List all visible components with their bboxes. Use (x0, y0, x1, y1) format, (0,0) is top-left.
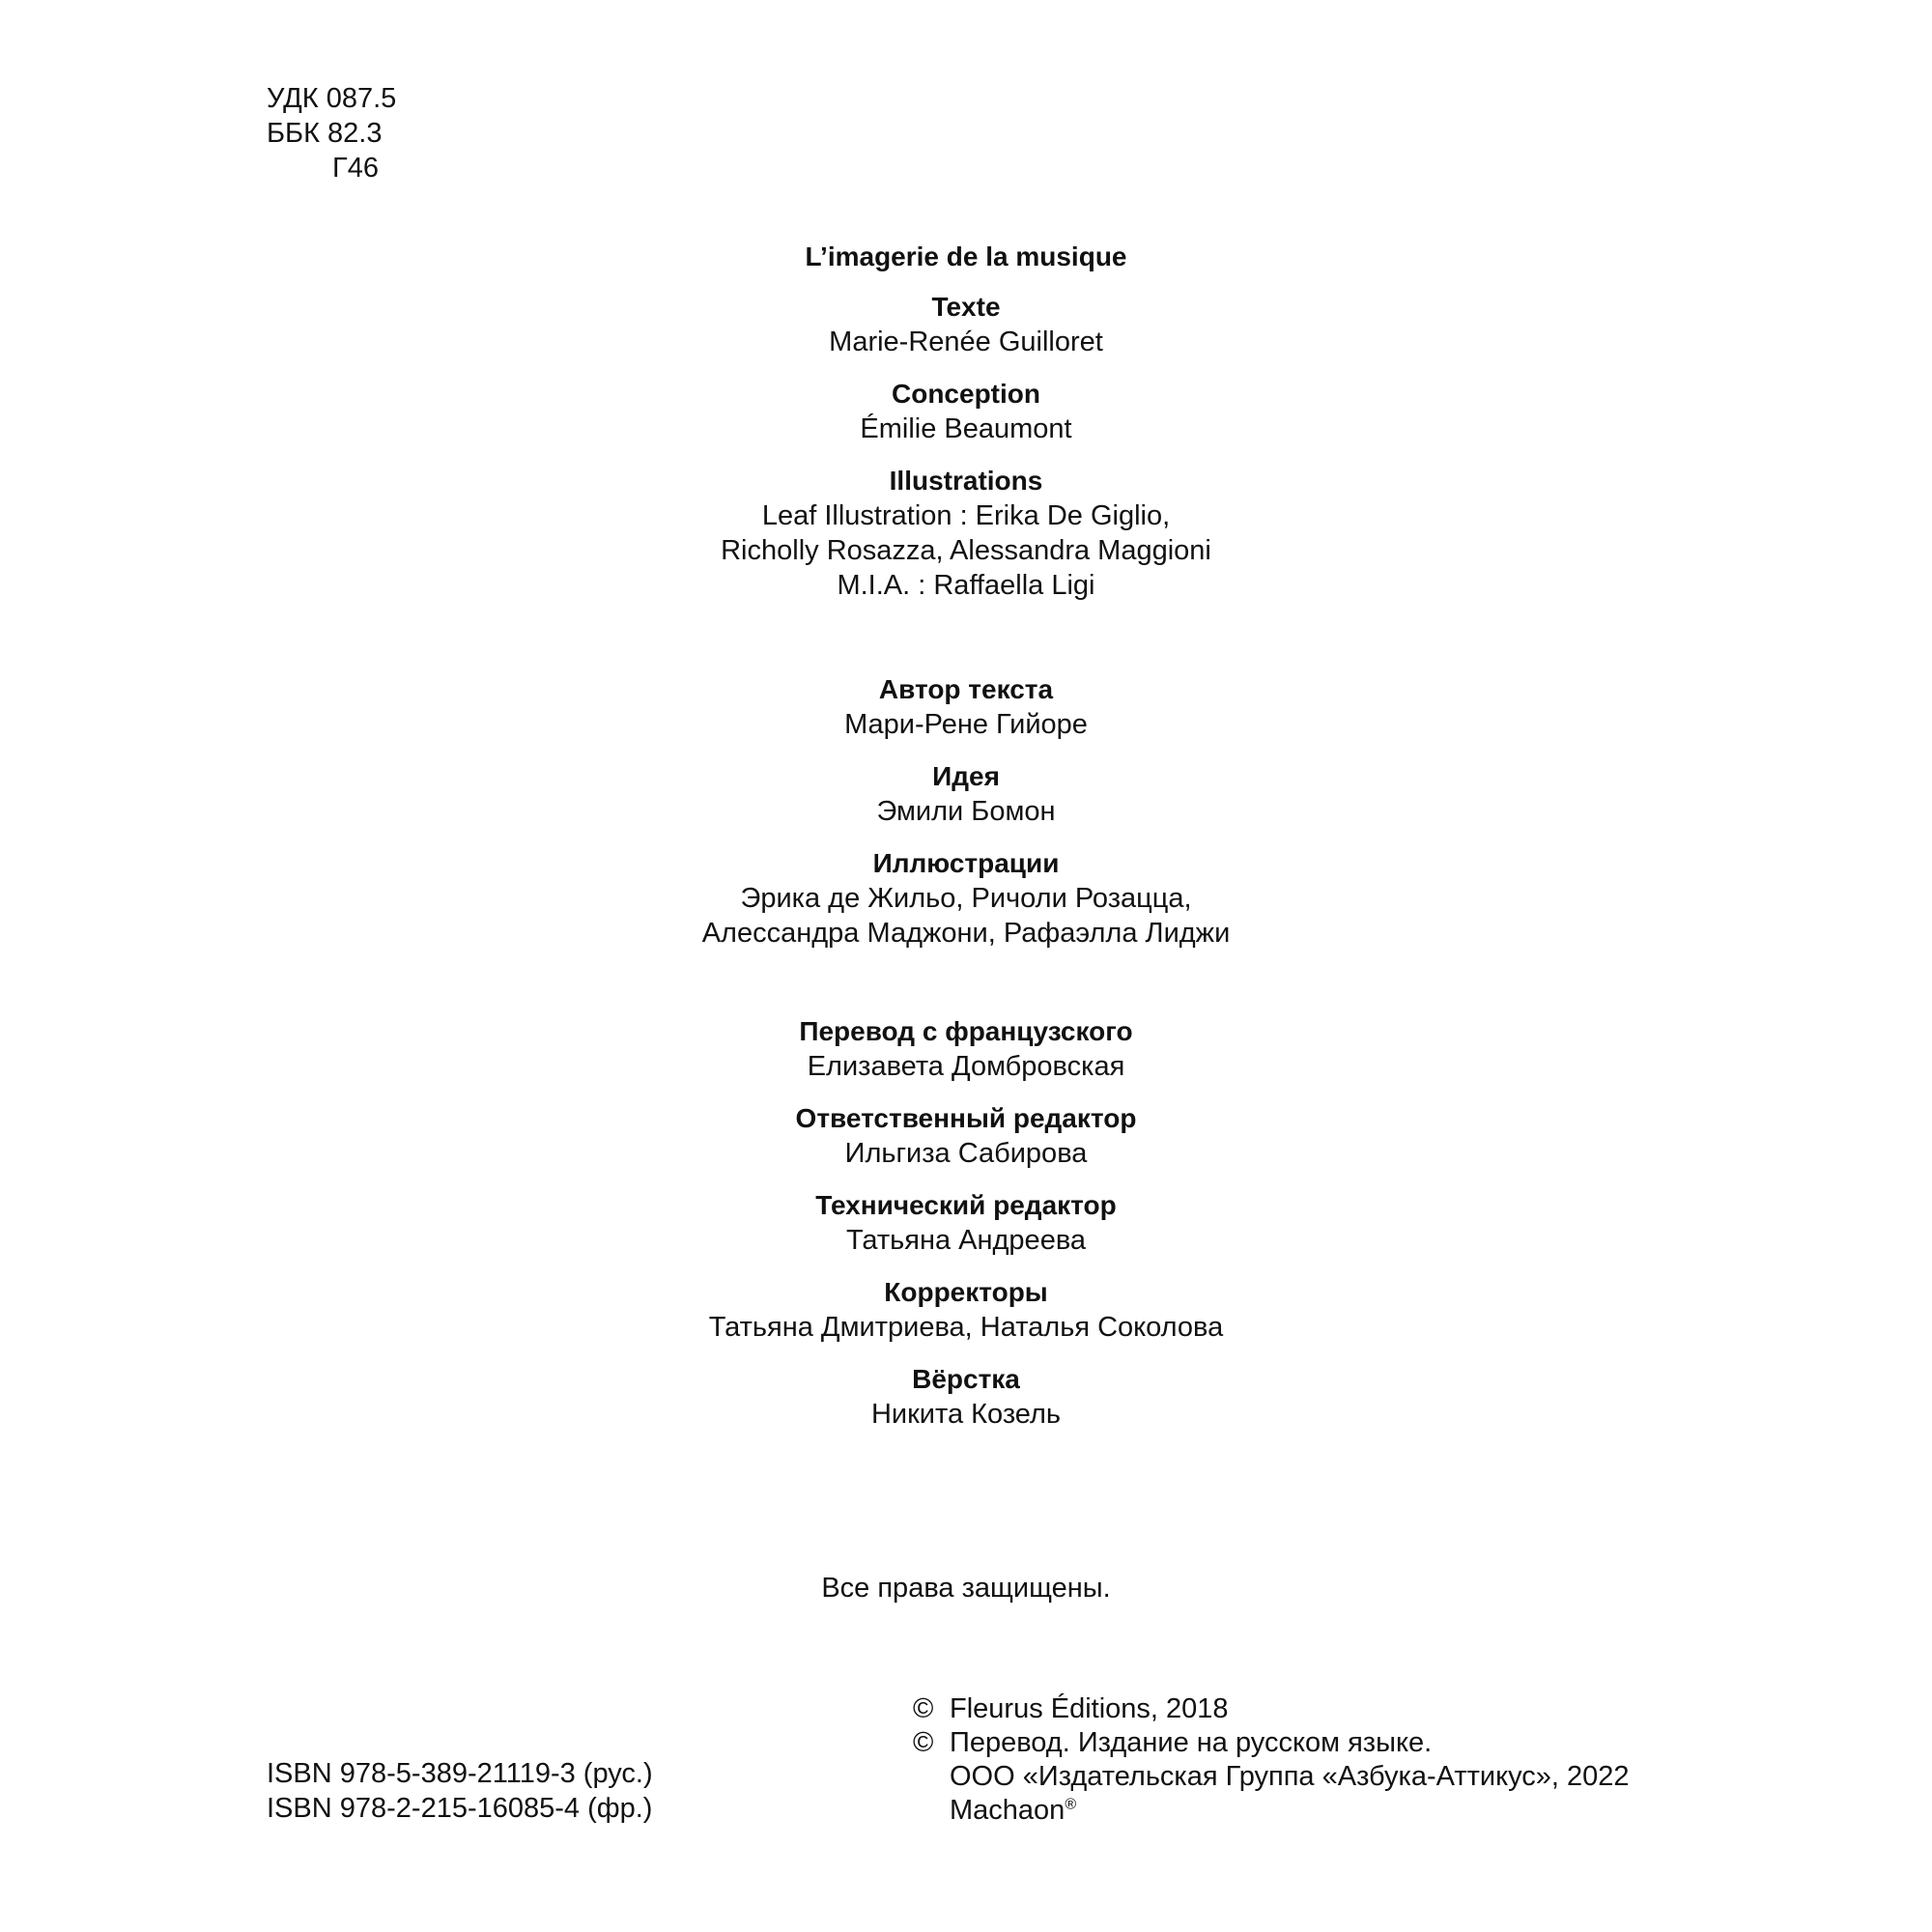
credit-illustrations-ru (483, 846, 1449, 951)
credit-author (483, 672, 1449, 742)
staff-role: Корректоры (884, 1277, 1048, 1307)
staff-role: Технический редактор (815, 1190, 1117, 1220)
russian-credits (483, 672, 1449, 968)
udk-code: УДК 087.5 (267, 83, 397, 114)
staff-credits (483, 1014, 1449, 1449)
staff-name: Ильгиза Сабирова (844, 1138, 1088, 1169)
credit-role: Conception (892, 379, 1040, 409)
credit-name: Richolly Rosazza, Alessandra Maggioni (721, 535, 1211, 566)
credit-illustrations (483, 464, 1449, 603)
isbn-fr: ISBN 978-2-215-16085-4 (фр.) (267, 1793, 653, 1824)
credit-name: Алессандра Маджони, Рафаэлла Лиджи (701, 918, 1231, 949)
staff-role: Ответственный редактор (795, 1103, 1137, 1133)
copyright-symbol: © (913, 1727, 934, 1758)
staff-name: Татьяна Андреева (845, 1225, 1087, 1256)
copyright-line (913, 1760, 1630, 1794)
rights-notice: Все права защищены. (821, 1573, 1111, 1604)
credit-text (483, 290, 1449, 359)
credit-name: Marie-Renée Guilloret (829, 327, 1103, 357)
author-mark: Г46 (332, 153, 379, 184)
classification-codes (267, 81, 396, 185)
imprint-line (913, 1794, 1630, 1828)
copyright-text: ООО «Издательская Группа «Азбука-Аттикус», 2022 (950, 1761, 1630, 1792)
credit-role: Texte (931, 292, 1001, 322)
credit-role: Иллюстрации (872, 848, 1060, 878)
copyright-block (913, 1692, 1630, 1828)
copyright-symbol: © (913, 1693, 934, 1724)
staff-name: Никита Козель (870, 1399, 1062, 1430)
credit-name: Émilie Beaumont (860, 413, 1072, 444)
copyright-line (913, 1726, 1630, 1760)
credit-idea (483, 759, 1449, 829)
staff-entry (483, 1101, 1449, 1171)
credit-conception (483, 377, 1449, 446)
copyright-text: Перевод. Издание на русском языке. (950, 1727, 1433, 1758)
staff-name: Елизавета Домбровская (807, 1051, 1125, 1082)
staff-role: Перевод с французского (799, 1016, 1133, 1046)
staff-entry (483, 1188, 1449, 1258)
copyright-text: Fleurus Éditions, 2018 (950, 1693, 1229, 1724)
staff-entry (483, 1014, 1449, 1084)
staff-role: Вёрстка (912, 1364, 1020, 1394)
bbk-code: ББК 82.3 (267, 118, 383, 149)
credit-name: M.I.A. : Raffaella Ligi (837, 570, 1095, 601)
isbn-block (267, 1756, 653, 1826)
credit-name: Эмили Бомон (876, 796, 1056, 827)
isbn-ru: ISBN 978-5-389-21119-3 (рус.) (267, 1758, 653, 1789)
imprint-name: Machaon® (950, 1795, 1077, 1826)
credit-name: Leaf Illustration : Erika De Giglio, (761, 500, 1171, 531)
credit-role: Illustrations (889, 466, 1043, 496)
copyright-line (913, 1692, 1630, 1726)
credit-name: Эрика де Жильо, Ричоли Розацца, (740, 883, 1192, 914)
credit-role: Автор текста (878, 674, 1054, 704)
credit-role: Идея (932, 761, 1000, 791)
staff-entry (483, 1275, 1449, 1345)
credit-name: Мари-Рене Гийоре (844, 709, 1088, 740)
staff-name: Татьяна Дмитриева, Наталья Соколова (708, 1312, 1224, 1343)
staff-entry (483, 1362, 1449, 1432)
book-title: L’imagerie de la musique (805, 242, 1127, 271)
original-credits (483, 240, 1449, 620)
registered-mark: ® (1065, 1796, 1077, 1813)
